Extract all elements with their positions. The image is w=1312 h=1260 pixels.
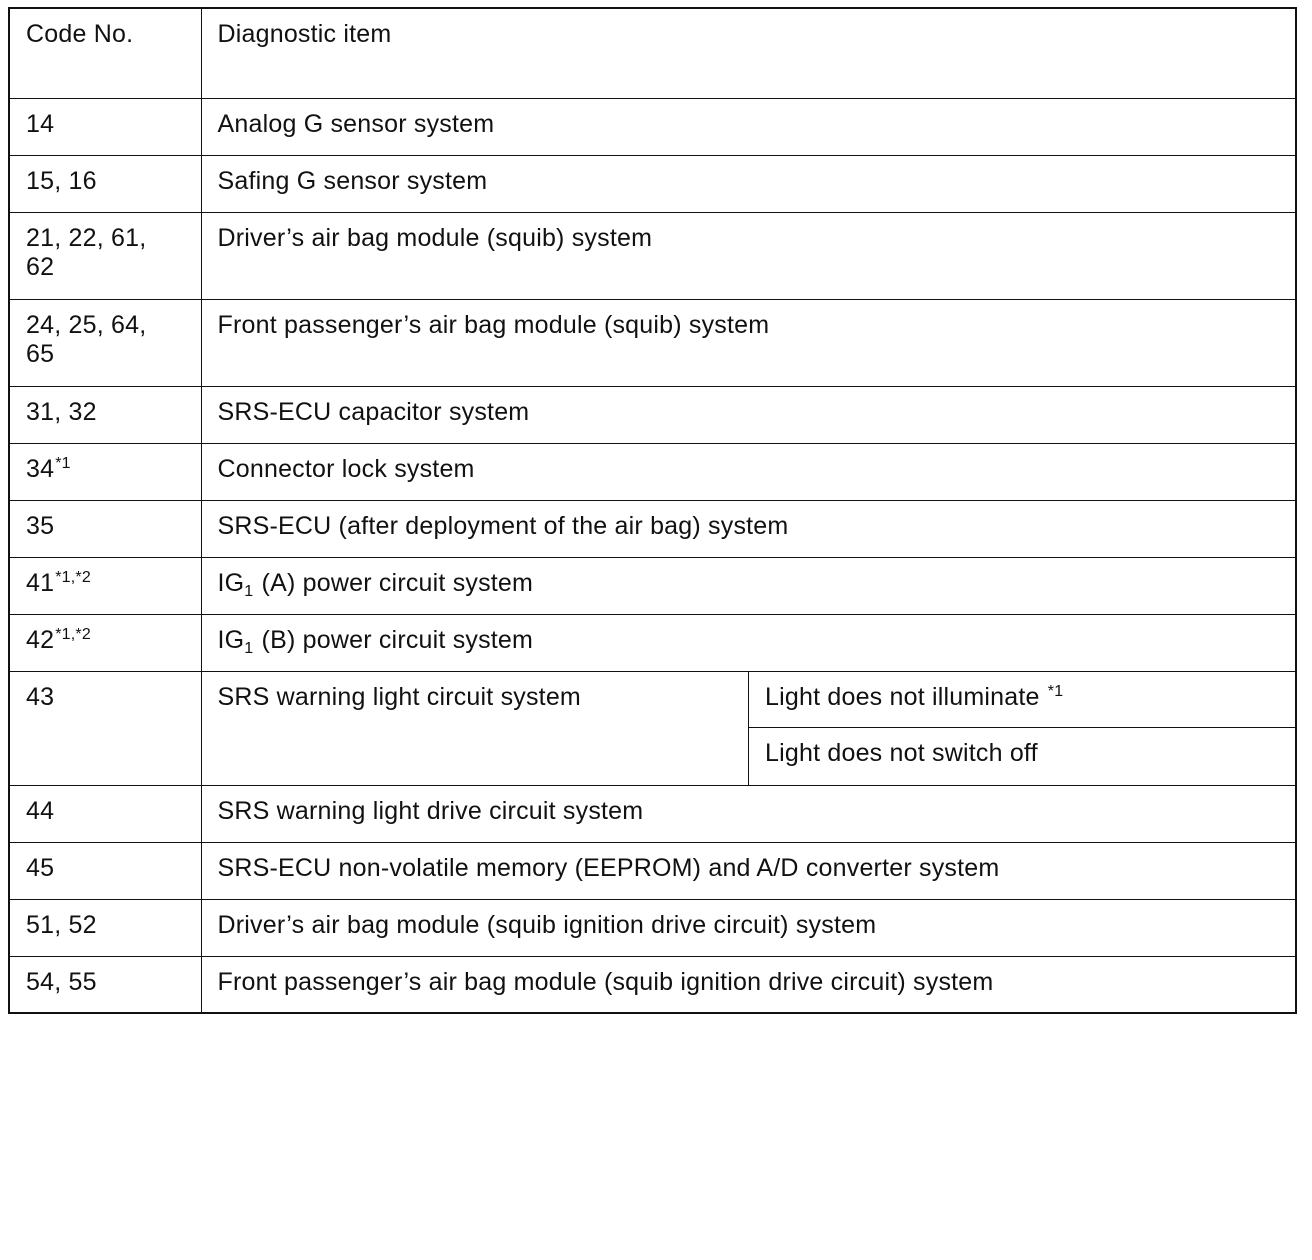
code-value: 41 — [26, 568, 55, 597]
code-cell: 35 — [9, 500, 201, 557]
item-cell: SRS warning light circuit system — [201, 671, 749, 785]
item-cell: Safing G sensor system — [201, 155, 1296, 212]
footnote-marker: *1,*2 — [55, 568, 91, 586]
code-line: 21, 22, 61, — [26, 223, 147, 252]
item-cell — [201, 557, 1296, 614]
table-row — [9, 212, 1296, 299]
item-subscript: 1 — [244, 639, 254, 657]
table-row — [9, 386, 1296, 443]
code-cell: 54, 55 — [9, 956, 201, 1013]
footnote-marker: *1,*2 — [55, 625, 91, 643]
table-row — [9, 614, 1296, 671]
item-cell: Front passenger’s air bag module (squib) system — [201, 299, 1296, 386]
item-cell — [201, 614, 1296, 671]
code-value: 42 — [26, 625, 55, 654]
table-row — [9, 98, 1296, 155]
sub-item-cell: Light does not switch off — [749, 727, 1297, 785]
table-row — [9, 671, 1296, 727]
code-cell: 45 — [9, 842, 201, 899]
table-row — [9, 557, 1296, 614]
header-item-cell: Diagnostic item — [201, 8, 1296, 98]
item-cell: SRS-ECU capacitor system — [201, 386, 1296, 443]
code-cell — [9, 614, 201, 671]
item-subscript: 1 — [244, 582, 254, 600]
code-cell: 51, 52 — [9, 899, 201, 956]
footnote-marker: *1 — [1047, 682, 1064, 700]
header-code-cell: Code No. — [9, 8, 201, 98]
table-row — [9, 899, 1296, 956]
code-line: 65 — [26, 339, 55, 368]
table-row — [9, 299, 1296, 386]
item-cell: Driver’s air bag module (squib) system — [201, 212, 1296, 299]
table-row — [9, 155, 1296, 212]
sub-item-cell — [749, 671, 1297, 727]
table-row — [9, 443, 1296, 500]
item-cell: Front passenger’s air bag module (squib ignition drive circuit) system — [201, 956, 1296, 1013]
code-cell — [9, 299, 201, 386]
code-line: 24, 25, 64, — [26, 310, 147, 339]
code-cell — [9, 557, 201, 614]
table-header-row — [9, 8, 1296, 98]
table-row — [9, 785, 1296, 842]
code-cell: 14 — [9, 98, 201, 155]
table-row — [9, 842, 1296, 899]
code-cell: 43 — [9, 671, 201, 785]
item-cell: SRS-ECU (after deployment of the air bag) system — [201, 500, 1296, 557]
diagnostic-code-table — [8, 7, 1297, 1014]
footnote-marker: *1 — [55, 454, 71, 472]
item-cell: SRS-ECU non-volatile memory (EEPROM) and A/D converter system — [201, 842, 1296, 899]
code-cell: 15, 16 — [9, 155, 201, 212]
item-prefix: IG — [217, 568, 245, 597]
sub-item-text: Light does not illuminate — [765, 682, 1047, 711]
item-cell: Connector lock system — [201, 443, 1296, 500]
item-prefix: IG — [217, 625, 245, 654]
item-cell: Driver’s air bag module (squib ignition drive circuit) system — [201, 899, 1296, 956]
code-line: 62 — [26, 252, 55, 281]
item-cell: Analog G sensor system — [201, 98, 1296, 155]
code-cell — [9, 443, 201, 500]
table-row — [9, 500, 1296, 557]
code-cell: 31, 32 — [9, 386, 201, 443]
table-row — [9, 956, 1296, 1013]
item-cell: SRS warning light drive circuit system — [201, 785, 1296, 842]
code-cell — [9, 212, 201, 299]
code-value: 34 — [26, 454, 55, 483]
code-cell: 44 — [9, 785, 201, 842]
item-text: (A) power circuit system — [254, 568, 534, 597]
item-text: (B) power circuit system — [254, 625, 534, 654]
